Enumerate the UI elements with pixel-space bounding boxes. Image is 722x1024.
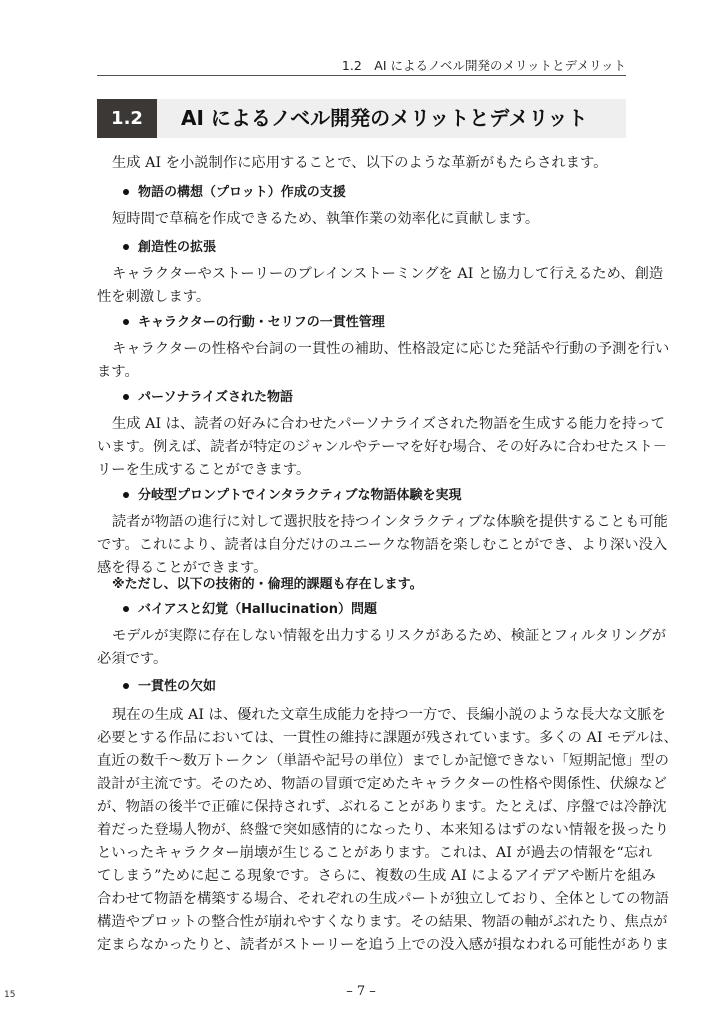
text-line: リーを生成することができます。 <box>97 462 311 478</box>
text-line: 必須です。 <box>97 651 168 667</box>
bullet-icon <box>123 319 129 325</box>
page-number: – 7 – <box>346 984 376 999</box>
bullet-title: キャラクターの行動・セリフの一貫性管理 <box>138 315 385 330</box>
text-line: です。これにより、読者は自分だけのユニークな物語を楽しむことができ、より深い没入 <box>97 537 668 553</box>
bullet-heading <box>123 182 346 204</box>
text-line: 構造やプロットの整合性が崩れやすくなります。その結果、物語の軸がぶれたり、焦点が <box>97 914 668 930</box>
text-line: 合わせて物語を構築する場合、それぞれの生成パートが独立しており、全体としての物語 <box>97 891 669 907</box>
section-number: 1.2 <box>97 99 157 138</box>
text-line: 性を刺激します。 <box>97 289 211 305</box>
note: ※ただし、以下の技術的・倫理的課題も存在します。 <box>112 577 423 592</box>
text-line: 生成 AI は、読者の好みに合わせたパーソナライズされた物語を生成する能力を持って <box>112 416 665 432</box>
paragraph <box>97 511 668 580</box>
text-line: ます。 <box>97 364 139 380</box>
bullet-icon <box>123 606 129 612</box>
text-line: 生成 AI を小説制作に応用することで、以下のような革新がもたらされます。 <box>112 155 608 171</box>
bullet-heading <box>123 599 377 621</box>
text-line: てしまう”ために起こる現象です。さらに、複数の生成 AI によるアイデアや断片を組み <box>97 868 656 884</box>
side-mark: 15 <box>4 990 16 1000</box>
bullet-title: 創造性の拡張 <box>138 240 217 255</box>
text-line: 現在の生成 AI は、優れた文章生成能力を持つ一方で、長編小説のような長大な文脈を <box>112 707 666 723</box>
bullet-title: 物語の構想（プロット）作成の支援 <box>138 185 346 200</box>
running-header: 1.2 AI によるノベル開発のメリットとデメリット <box>341 58 626 73</box>
text-line: 感を得ることができます。 <box>97 560 268 576</box>
text-line: 必要とする作品においては、一貫性の維持に課題が残されています。多くの AI モデルは、 <box>97 730 678 746</box>
bullet-heading <box>123 237 216 259</box>
bullet-icon <box>123 683 129 689</box>
text-line: 直近の数千～数万トークン（単語や記号の単位）までしか記憶できない「短期記憶」型の <box>97 753 669 769</box>
text-line: 読者が物語の進行に対して選択肢を持つインタラクティブな体験を提供することも可能 <box>112 514 668 530</box>
text-line: います。例えば、読者が特定のジャンルやテーマを好む場合、その好みに合わせたスト－ <box>97 439 668 455</box>
paragraph <box>97 704 678 957</box>
bullet-title: 分岐型プロンプトでインタラクティブな物語体験を実現 <box>138 488 462 503</box>
bullet-title: バイアスと幻覚（Hallucination）問題 <box>138 602 377 617</box>
paragraph <box>97 413 668 482</box>
bullet-heading <box>123 485 461 507</box>
bullet-heading <box>123 387 293 409</box>
text-line: 着だった登場人物が、終盤で突如感情的になったり、本来知るはずのない情報を扱ったり <box>97 822 669 838</box>
intro-paragraph <box>97 152 628 175</box>
bullet-heading <box>123 312 385 334</box>
bullet-icon <box>123 189 129 195</box>
header-rule <box>97 75 626 76</box>
paragraph <box>97 263 664 309</box>
text-line: キャラクターやストーリーのブレインストーミングを AI と協力して行えるため、創造 <box>112 266 664 282</box>
text-line: 定まらなかったりと、読者がストーリーを追う上での没入感が損なわれる可能性がありま <box>97 937 669 953</box>
bullet-icon <box>123 492 129 498</box>
text-line: モデルが実際に存在しない情報を出力するリスクがあるため、検証とフィルタリングが <box>112 628 666 644</box>
paragraph <box>97 208 628 231</box>
section-title: AI によるノベル開発のメリットとデメリット <box>181 106 588 130</box>
bullet-title: 一貫性の欠如 <box>138 679 217 694</box>
bullet-icon <box>123 394 129 400</box>
text-line: といったキャラクター崩壊が生じることがあります。これは、AI が過去の情報を“忘れ <box>97 845 653 861</box>
paragraph <box>97 338 670 384</box>
section-heading <box>97 99 626 138</box>
bullet-icon <box>123 244 129 250</box>
text-line: 設計が主流です。そのため、物語の冒頭で定めたキャラクターの性格や関係性、伏線など <box>97 776 667 792</box>
text-line: キャラクターの性格や台詞の一貫性の補助、性格設定に応じた発話や行動の予測を行い <box>112 341 670 357</box>
paragraph <box>97 625 666 671</box>
text-line: が、物語の後半で正確に保持されず、ぶれることがあります。たとえば、序盤では冷静沈 <box>97 799 667 815</box>
text-line: 短時間で草稿を作成できるため、執筆作業の効率化に貢献します。 <box>112 211 540 227</box>
bullet-heading <box>123 676 216 698</box>
bullet-title: パーソナライズされた物語 <box>138 390 293 405</box>
